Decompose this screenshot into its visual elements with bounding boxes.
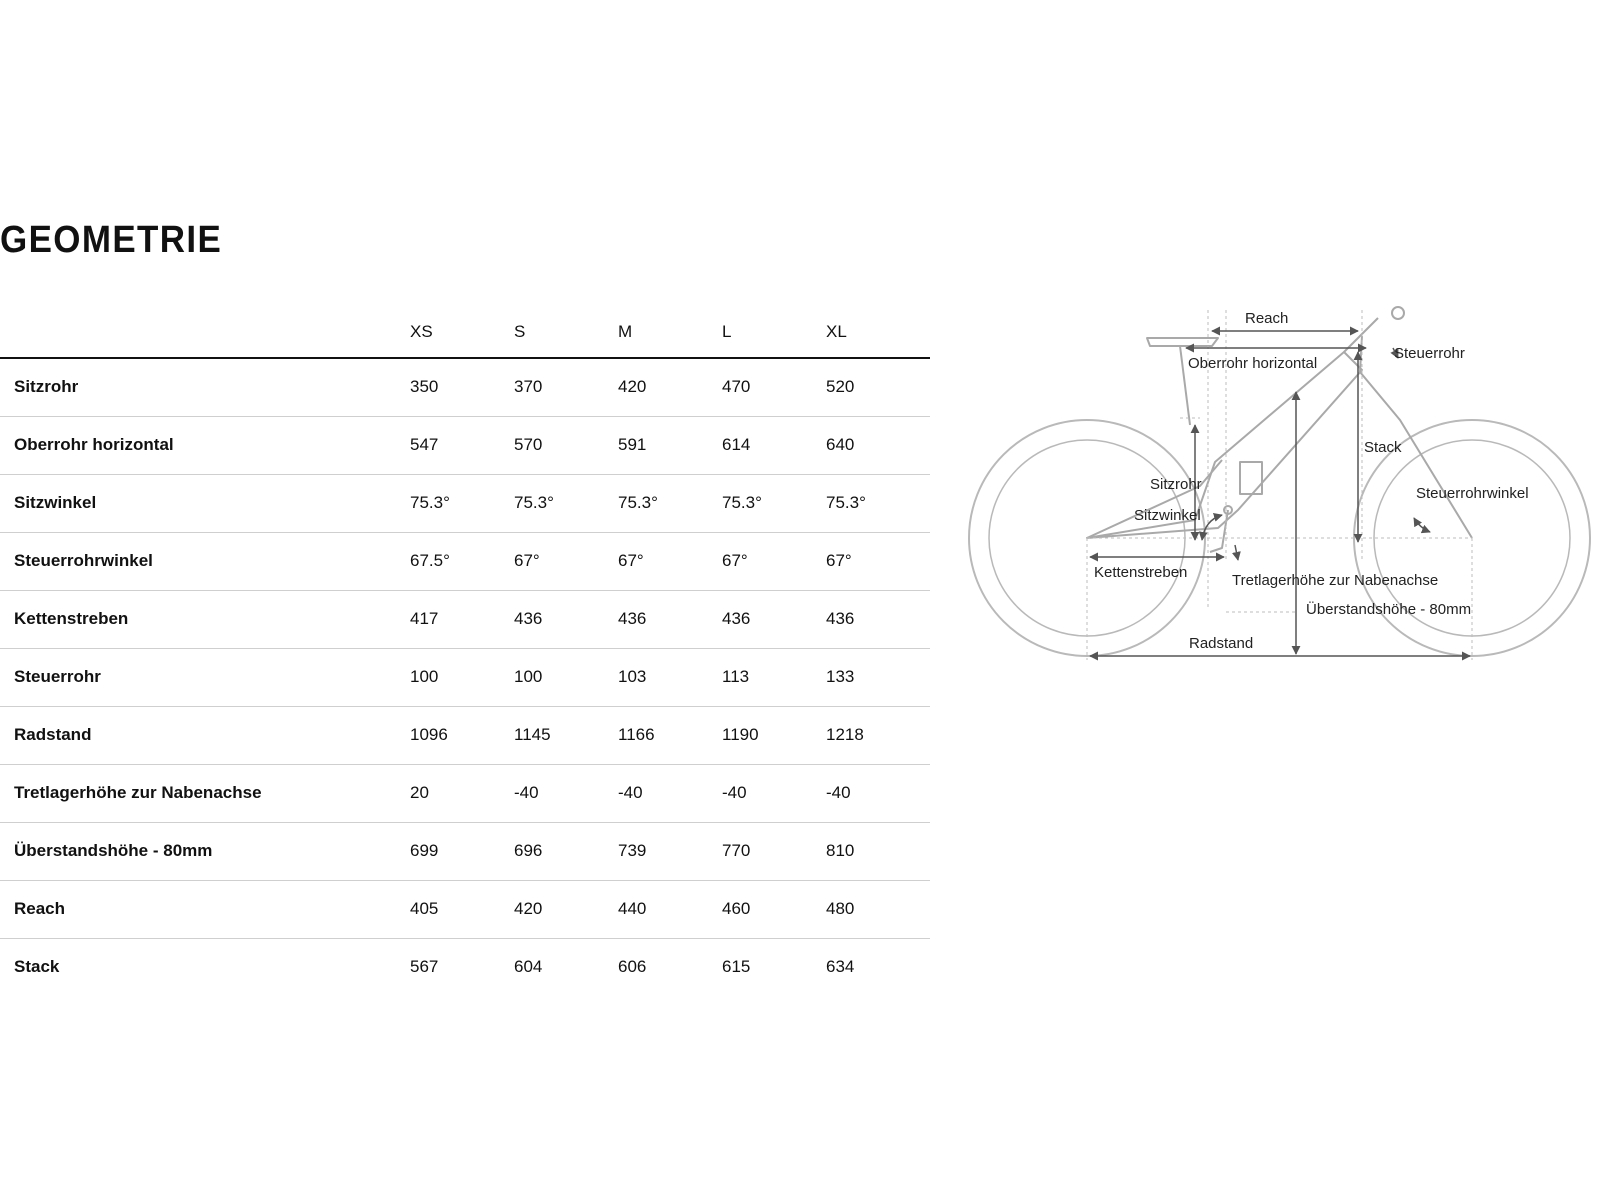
cell-value: 370 — [514, 358, 618, 416]
header-label-column — [0, 298, 410, 358]
table-row — [0, 590, 930, 648]
label-sitzrohr: Sitzrohr — [1150, 476, 1202, 493]
cell-value: 436 — [514, 590, 618, 648]
cell-value: -40 — [722, 764, 826, 822]
cell-value: 440 — [618, 880, 722, 938]
header-size-xl: XL — [826, 298, 930, 358]
cell-value: 67.5° — [410, 532, 514, 590]
header-size-s: S — [514, 298, 618, 358]
table-row — [0, 416, 930, 474]
row-label: Kettenstreben — [0, 590, 410, 648]
cell-value: 350 — [410, 358, 514, 416]
row-label: Sitzwinkel — [0, 474, 410, 532]
label-oberrohr: Oberrohr horizontal — [1188, 355, 1318, 372]
label-steuerrohr: Steuerrohr — [1394, 345, 1465, 362]
table-row — [0, 938, 930, 996]
row-label: Oberrohr horizontal — [0, 416, 410, 474]
cell-value: 770 — [722, 822, 826, 880]
cell-value: 133 — [826, 648, 930, 706]
cell-value: 460 — [722, 880, 826, 938]
cell-value: 113 — [722, 648, 826, 706]
cell-value: 604 — [514, 957, 543, 977]
row-label: Steuerrohr — [0, 648, 410, 706]
cell-value: 100 — [410, 648, 514, 706]
cell-value: 436 — [826, 590, 930, 648]
label-kettenstreben: Kettenstreben — [1094, 564, 1188, 581]
header-size-xs: XS — [410, 298, 514, 358]
cell-value: 75.3° — [826, 474, 930, 532]
cell-value: -40 — [514, 764, 618, 822]
table-row — [0, 532, 930, 590]
row-label: Tretlagerhöhe zur Nabenachse — [0, 764, 410, 822]
row-label: Sitzrohr — [0, 358, 410, 416]
label-sitzwinkel: Sitzwinkel — [1134, 507, 1201, 524]
cell-value: 810 — [826, 822, 930, 880]
row-label: Überstandshöhe - 80mm — [0, 822, 410, 880]
table-row — [0, 358, 930, 416]
row-label: Stack — [14, 957, 60, 977]
cell-value: 570 — [514, 416, 618, 474]
bike-geometry-diagram — [960, 296, 1600, 676]
cell-value: 634 — [826, 957, 855, 977]
table-header-row — [0, 298, 930, 358]
cell-value: 67° — [514, 532, 618, 590]
cell-value: 699 — [410, 822, 514, 880]
cell-value: 470 — [722, 358, 826, 416]
cell-value: -40 — [826, 764, 930, 822]
cell-value: 75.3° — [410, 474, 514, 532]
cell-value: 1096 — [410, 706, 514, 764]
cell-value: 520 — [826, 358, 930, 416]
cell-value: 640 — [826, 416, 930, 474]
cell-value: 614 — [722, 416, 826, 474]
cell-value: 67° — [618, 532, 722, 590]
cell-value: 436 — [618, 590, 722, 648]
label-radstand: Radstand — [1189, 635, 1254, 652]
row-label: Reach — [0, 880, 410, 938]
cell-value: 75.3° — [618, 474, 722, 532]
cell-value: 1190 — [722, 706, 826, 764]
table-row — [0, 648, 930, 706]
row-label: Radstand — [0, 706, 410, 764]
page-title: GEOMETRIE — [0, 219, 223, 261]
cell-value: 436 — [722, 590, 826, 648]
label-reach: Reach — [1245, 310, 1289, 327]
cell-value: 103 — [618, 648, 722, 706]
table-row — [0, 706, 930, 764]
table-row — [0, 880, 930, 938]
label-ueberstand: Überstandshöhe - 80mm — [1306, 601, 1472, 618]
cell-value: 100 — [514, 648, 618, 706]
label-stack: Stack — [1364, 439, 1402, 456]
cell-value: 606 — [618, 957, 647, 977]
cell-value: 420 — [618, 358, 722, 416]
cell-value: 547 — [410, 416, 514, 474]
label-tretlager: Tretlagerhöhe zur Nabenachse — [1232, 572, 1439, 589]
header-size-l: L — [722, 298, 826, 358]
label-steuerrohrwinkel: Steuerrohrwinkel — [1416, 485, 1529, 502]
cell-value: 739 — [618, 822, 722, 880]
cell-value: 420 — [514, 880, 618, 938]
cell-value: 1218 — [826, 706, 930, 764]
cell-value: 696 — [514, 822, 618, 880]
table-row — [0, 822, 930, 880]
row-label: Steuerrohrwinkel — [0, 532, 410, 590]
cell-value: 20 — [410, 764, 514, 822]
cell-value: 75.3° — [722, 474, 826, 532]
cell-value: 67° — [722, 532, 826, 590]
cell-value: 1145 — [514, 706, 618, 764]
cell-value: 591 — [618, 416, 722, 474]
cell-value: 405 — [410, 880, 514, 938]
cell-value: 417 — [410, 590, 514, 648]
cell-value: 1166 — [618, 706, 722, 764]
table-row — [0, 474, 930, 532]
cell-value: 67° — [826, 532, 930, 590]
table-row — [0, 764, 930, 822]
cell-value: 615 — [722, 957, 751, 977]
cell-value: -40 — [618, 764, 722, 822]
geometry-table — [0, 298, 930, 996]
cell-value: 480 — [826, 880, 930, 938]
cell-value: 567 — [410, 957, 439, 977]
cell-value: 75.3° — [514, 474, 618, 532]
header-size-m: M — [618, 298, 722, 358]
